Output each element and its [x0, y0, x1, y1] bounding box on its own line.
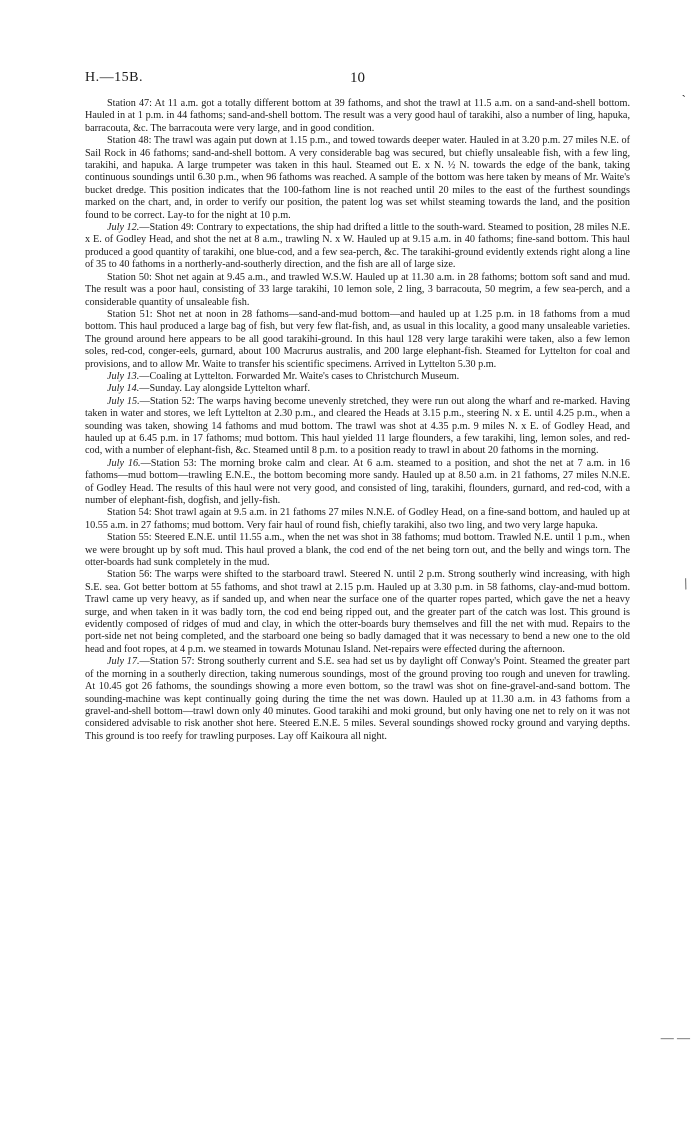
paragraph-lead: Station 54: — [107, 507, 152, 519]
paragraph-text: —Coaling at Lyttelton. Forwarded Mr. Waite's cases to Christchurch Museum. — [139, 370, 460, 382]
paragraph-text: —Sunday. Lay alongside Lyttelton wharf. — [139, 383, 311, 395]
paragraph-station-55 — [85, 532, 630, 569]
page-header — [85, 70, 630, 92]
paragraph-lead: Station 48: — [107, 135, 152, 147]
paragraph-station-50 — [85, 272, 630, 309]
paragraph-text: At 11 a.m. got a totally different bottom at 39 fathoms, and shot the trawl at 11.5 a.m. on a sand-and-shell bottom. Hauled in at 1 p.m. in 44 fathoms; sand-and-shell bottom. The result was a very good haul of tarakihi, also a number of ling, hapuka, barracouta, &c. The barracouta were very large, and in good condition. — [85, 98, 630, 134]
paragraph-lead: July 17. — [107, 656, 140, 668]
paragraph-july-13 — [85, 371, 630, 383]
paragraph-station-47 — [85, 98, 630, 135]
margin-dash-mark: — — — [660, 1030, 690, 1045]
paragraph-lead: July 13. — [107, 370, 140, 382]
paragraph-lead: Station 50: — [107, 271, 152, 283]
paragraph-july-15 — [85, 396, 630, 458]
document-reference: H.—15B. — [85, 70, 143, 85]
paragraph-lead: July 15. — [107, 395, 140, 407]
body-text — [85, 98, 630, 743]
paragraph-lead: July 12. — [107, 222, 140, 234]
paragraph-text: Shot net again at 9.45 a.m., and trawled W.S.W. Hauled up at 11.30 a.m. in 28 fathoms; bottom soft sand and mud. The result was a poor haul, consisting of 33 large tarakihi, 10 lemon sole, 2 ling, 3 barracouta, 50 megrim, a few sea-perch, and a considerable quantity of unsaleable fish. — [85, 271, 630, 308]
paragraph-station-56 — [85, 569, 630, 656]
paragraph-text: —Station 57: Strong southerly current and S.E. sea had set us by daylight off Conway's Point. Steamed the greater part of the morning in a southerly direction, taking numerous soundings, most of the ground proving too rough and uneven for trawling. At 10.45 got 26 fathoms, the soundings showing a more even bottom, so the trawl was shot on fine-gravel-and-sand bottom. The sounding-machine was kept continually going during the time the net was down. Hauled up at 11.30 a.m. in 43 fathoms from a gravel-and-shell bottom—trawl down only 40 minutes. Good tarakihi and moki ground, but only having one net to rely on it was not considered advisable to risk another shot here. Steered E.N.E. 5 miles. Several soundings showed rocky ground and varying depths. This ground is too reefy for trawling purposes. Lay off Kaikoura all night. — [85, 656, 630, 742]
paragraph-text: Steered E.N.E. until 11.55 a.m., when the net was shot in 38 fathoms; mud bottom. Trawled N.E. until 1 p.m., when we were brought up by soft mud. This haul proved a blank, the cod end of the net being torn out, and the belly and wings torn. The otter-boards had sunk completely in the mud. — [85, 532, 630, 569]
paragraph-station-51 — [85, 309, 630, 371]
margin-tick-mark: ` — [681, 92, 686, 107]
paragraph-july-12 — [85, 222, 630, 272]
paragraph-station-54 — [85, 507, 630, 532]
margin-pencil-mark: / — [680, 575, 691, 594]
paragraph-text: —Station 52: The warps having become unevenly stretched, they were run out along the wharf and re-marked. Having taken in water and stores, we left Lyttelton at 2.30 p.m., and cleared the Heads at 3.15 p.m., steering N. x E. until 4.25 p.m., when a sounding was taken, showing 14 fathoms and mud bottom. The trawl was shot at 4.35 p.m. 9 miles N. x E. of Godley Head, and hauled up at 6.45 p.m. in 17 fathoms; mud bottom. This haul yielded 11 large flounders, a few tarakihi, ling, lemon soles, and red-cod, with a number of elephant-fish, &c. Steamed until 8 p.m. to a position ready to trawl in about 20 fathoms in the morning. — [85, 395, 630, 457]
page-number: 10 — [350, 70, 365, 86]
paragraph-text: Shot trawl again at 9.5 a.m. in 21 fathoms 27 miles N.N.E. of Godley Head, on a fine-sand bottom, and hauled up at 10.55 a.m. in 27 fathoms; mud bottom. Very fair haul of round fish, chiefly tarakihi, also two ling, and two very large hapuka. — [85, 507, 630, 531]
paragraph-lead: Station 55: — [107, 532, 152, 544]
paragraph-lead: Station 56: — [107, 569, 153, 581]
paragraph-text: The trawl was again put down at 1.15 p.m., and towed towards deeper water. Hauled in at 3.20 p.m. 27 miles N.E. of Sail Rock in 46 fathoms; sand-and-shell bottom. A very considerable bag was secured, but chiefly unsaleable fish, with a few ling, tarakihi, and hapuka. A large trumpeter was taken in this haul. Steamed out E. x N. ½ N. towards the edge of the bank, taking continuous soundings until 6.30 p.m., when 96 fathoms was reached. A sample of the bottom was here taken by means of Mr. Waite's bucket dredge. This position indicates that the 100-fathom line is not reached until 20 miles to the east of the furthest soundings marked on the chart, and, in order to verify our position, the patent log was set whilst steaming towards the land, and the position found to be correct. Lay-to for the night at 10 p.m. — [85, 135, 630, 221]
paragraph-text: —Station 53: The morning broke calm and clear. At 6 a.m. steamed to a position, and shot the net at 7 a.m. in 16 fathoms—mud bottom—trawling E.N.E., the bottom becoming more sandy. Hauled up at 8.50 a.m. in 21 fathoms, 27 miles N.N.E. of Godley Head. The results of this haul were not very good, and consisted of ling, tarakihi, flounders, gurnard, and red-cod, with a number of elephant-fish, dogfish, and jelly-fish. — [85, 457, 631, 506]
paragraph-july-17 — [85, 656, 630, 743]
paragraph-text: The warps were shifted to the starboard trawl. Steered N. until 2 p.m. Strong southerly wind increasing, with high S.E. sea. Got better bottom at 55 fathoms, and shot trawl at 2.15 p.m. Hauled up at 3.30 p.m. in 58 fathoms, clay-and-mud bottom. Trawl came up very heavy, as if sanded up, and when near the surface one of the quarter ropes parted, which gave the net a heavy surge, and when taken in it was badly torn, the cod end being ripped out, and the greater part of the catch was lost. This ground is evidently composed of ridges of mud and clay, in which the otter-boards bury themselves and fill the net with mud. Repairs to the port-side net not being completed, and the starboard one being so badly damaged that it was necessary to bend a new one to the old head and foot ropes, at 4 p.m. we steamed in towards Motunau Island. Net-repairs were effected during the afternoon. — [85, 569, 631, 655]
paragraph-text: —Station 49: Contrary to expectations, the ship had drifted a little to the south-ward. Steamed to position, 28 miles N.E. x E. of Godley Head, and shot the net at 8 a.m., trawling N. x W. Hauled up at 9.15 a.m. in 40 fathoms; fine-sand bottom. This haul produced a good quantity of tarakihi, one blue-cod, and a few sea-perch, &c. The tarakihi-ground evidently extends right along a line of 35 to 40 fathoms in a northerly-and-southerly direction, and the fish are all of large size. — [85, 222, 631, 271]
paragraph-lead: July 16. — [107, 457, 141, 469]
paragraph-july-14 — [85, 383, 630, 395]
paragraph-lead: Station 51: — [107, 308, 153, 320]
paragraph-july-16 — [85, 458, 630, 508]
paragraph-lead: Station 47: — [107, 98, 152, 109]
paragraph-text: Shot net at noon in 28 fathoms—sand-and-mud bottom—and hauled up at 1.25 p.m. in 18 fathoms from a mud bottom. This haul produced a large bag of fish, but very few flat-fish, and, as usual in this locality, a good many unsaleable varieties. The ground around here appears to be all good tarakihi-ground. In this haul 128 very large tarakihi were taken, also a few lemon soles, red-cod, conger-eels, gurnard, about 100 Macrurus australis, and 200 large elephant-fish. Steamed for Lyttelton for coal and provisions, and to allow Mr. Waite to transfer his scientific specimens. Arrived in Lyttelton 5.30 p.m. — [85, 308, 630, 370]
paragraph-station-48 — [85, 135, 630, 222]
paragraph-lead: July 14. — [107, 383, 140, 395]
